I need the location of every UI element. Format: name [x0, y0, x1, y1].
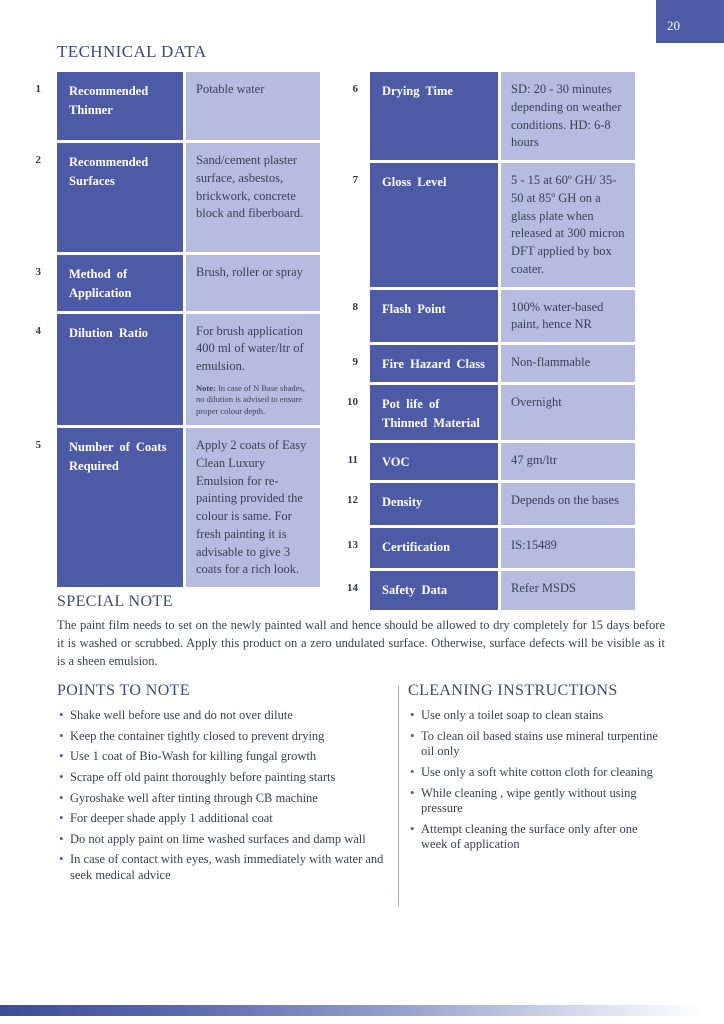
- row-label: VOC: [370, 443, 498, 480]
- row-value-text: For brush application 400 ml of water/ltr of emulsion.: [196, 323, 304, 373]
- row-value: Sand/cement plaster surface, asbestos, brickwork, concrete block and fiberboard.: [186, 143, 320, 252]
- column-divider: [398, 685, 399, 906]
- row-value: Overnight: [501, 385, 635, 441]
- row-number: 5: [35, 439, 41, 452]
- row-value: Potable water: [186, 72, 320, 140]
- list-item: • Do not apply paint on lime washed surfaces and damp wall: [57, 832, 393, 848]
- row-number: 6: [352, 83, 358, 95]
- special-note-body: The paint film needs to set on the newly painted wall and hence should be allowed to dry completely for 15 days before it is washed or scrubbed. Apply this product on a zero undulated surface. Otherwise, surface defects will be visible as it is a sheen emulsion.: [57, 618, 665, 669]
- row-label: Method of Application: [57, 255, 183, 311]
- row-label: Recommended Surfaces: [57, 143, 183, 252]
- row-label: Pot life of Thinned Material: [370, 385, 498, 441]
- row-label: Density: [370, 483, 498, 525]
- table-row: [35, 72, 320, 140]
- row-value: Apply 2 coats of Easy Clean Luxury Emulsion for re- painting provided the colour is same. For fresh painting it is advisable to give 3 coats for a rich look.: [186, 428, 320, 587]
- row-number: 11: [347, 454, 358, 467]
- list-item: • Gyroshake well after tinting through CB machine: [57, 791, 393, 807]
- row-number: 12: [347, 494, 358, 506]
- list-item: • In case of contact with eyes, wash immediately with water and seek medical advice: [57, 852, 393, 883]
- row-label: Gloss Level: [370, 163, 498, 287]
- row-value: 47 gm/ltr: [501, 443, 635, 480]
- table-row: [35, 314, 320, 426]
- row-number: 9: [352, 356, 358, 368]
- table-row: [347, 528, 635, 568]
- table-row: [35, 143, 320, 252]
- row-number: 4: [35, 324, 41, 337]
- technical-table-left: [35, 72, 320, 590]
- points-to-note-title: POINTS TO NOTE: [57, 682, 191, 699]
- list-item: • Use only a toilet soap to clean stains: [408, 708, 660, 724]
- table-row: [35, 255, 320, 311]
- table-row: [352, 163, 635, 287]
- dilution-note-label: Note:: [196, 382, 216, 393]
- row-number: 13: [347, 539, 358, 551]
- table-row: [347, 571, 635, 610]
- row-number: 1: [35, 83, 41, 95]
- list-item: • Keep the container tightly closed to prevent drying: [57, 729, 393, 745]
- table-row: [35, 428, 320, 587]
- row-label: Number of Coats Required: [57, 428, 183, 587]
- row-number: 10: [347, 395, 358, 408]
- row-value: 100% water-based paint, hence NR: [501, 290, 635, 343]
- table-row: [352, 72, 635, 160]
- table-row: [352, 290, 635, 343]
- list-item: • Shake well before use and do not over dilute: [57, 708, 393, 724]
- page-number-badge: [656, 0, 724, 43]
- row-value: Depends on the bases: [501, 483, 635, 525]
- technical-data-title: TECHNICAL DATA: [57, 42, 207, 61]
- row-label: Safety Data: [370, 571, 498, 610]
- row-number: 7: [352, 174, 358, 186]
- list-item: • To clean oil based stains use mineral turpentine oil only: [408, 729, 660, 760]
- table-row: [347, 483, 635, 525]
- table-row: [347, 443, 635, 480]
- list-item: • Attempt cleaning the surface only after one week of application: [408, 822, 660, 853]
- cleaning-instructions-title: CLEANING INSTRUCTIONS: [408, 682, 618, 699]
- row-number: 14: [347, 582, 358, 594]
- row-number: 2: [35, 154, 41, 166]
- row-value: IS:15489: [501, 528, 635, 568]
- row-value: 5 - 15 at 60º GH/ 35-50 at 85º GH on a glass plate when released at 300 micron DFT applied by box coater.: [501, 163, 635, 287]
- list-item: • While cleaning , wipe gently without using pressure: [408, 786, 660, 817]
- row-label: Drying Time: [370, 72, 498, 160]
- row-label: Flash Point: [370, 290, 498, 343]
- table-row: [352, 345, 635, 382]
- row-value: Refer MSDS: [501, 571, 635, 610]
- technical-table-right: [347, 72, 635, 613]
- row-value: [186, 314, 320, 426]
- list-item: • Scrape off old paint thoroughly before painting starts: [57, 770, 393, 786]
- page-number: 20: [667, 17, 680, 33]
- table-row: [347, 385, 635, 441]
- row-value: Non-flammable: [501, 345, 635, 382]
- dilution-note: [196, 383, 312, 417]
- row-number: 8: [352, 300, 358, 313]
- footer-gradient-bar: [0, 1005, 724, 1016]
- row-label: Fire Hazard Class: [370, 345, 498, 382]
- points-to-note-list: [57, 708, 393, 889]
- list-item: • For deeper shade apply 1 additional coat: [57, 811, 393, 827]
- row-value: SD: 20 - 30 minutes depending on weather conditions. HD: 6-8 hours: [501, 72, 635, 160]
- dilution-note-text: In case of N Base shades, no dilution is advised to ensure proper colour depth.: [196, 382, 305, 416]
- row-label: Dilution Ratio: [57, 314, 183, 426]
- row-label: Recommended Thinner: [57, 72, 183, 140]
- row-label: Certification: [370, 528, 498, 568]
- cleaning-instructions-list: [408, 708, 660, 858]
- row-value: Brush, roller or spray: [186, 255, 320, 311]
- special-note-title: SPECIAL NOTE: [57, 593, 173, 610]
- list-item: • Use only a soft white cotton cloth for cleaning: [408, 765, 660, 781]
- list-item: • Use 1 coat of Bio-Wash for killing fungal growth: [57, 749, 393, 765]
- row-number: 3: [35, 266, 41, 278]
